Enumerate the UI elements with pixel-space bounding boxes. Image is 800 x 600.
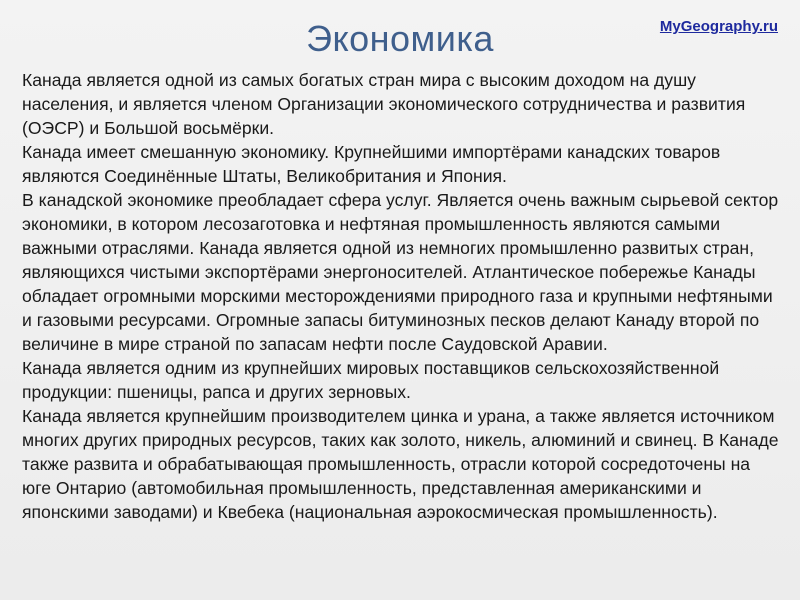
slide-body <box>22 68 782 524</box>
slide-title: Экономика <box>306 18 494 59</box>
paragraph-industry: Канада является крупнейшим производителем цинка и урана, а также является источником многих других природных ресурсов, таких как золото, никель, алюминий и свинец. В Канаде также развита и обрабатывающая промышленность, отрасли которой сосредоточены на юге Онтарио (автомобильная промышленность, представленная американскими и японскими заводами) и Квебека (национальная аэрокосмическая промышленность). <box>22 406 779 522</box>
paragraph-agriculture: Канада является одним из крупнейших мировых поставщиков сельскохозяйственной продукции: пшеницы, рапса и других зерновых. <box>22 358 720 402</box>
site-link[interactable]: MyGeography.ru <box>659 18 778 35</box>
paragraph-membership: Канада является одной из самых богатых стран мира с высоким доходом на душу населения, и является членом Организации экономического сотрудничества и развития (ОЭСР) и Большой восьмёрки. <box>22 70 746 138</box>
paragraph-services-resources: В канадской экономике преобладает сфера услуг. Является очень важным сырьевой сектор экономики, в котором лесозаготовка и нефтяная промышленность являются самыми важными отраслями. Канада является одной из немногих промышленно развитых стран, являющихся чистыми экспортёрами энергоносителей. Атлантическое побережье Канады обладает огромными морскими месторождениями природного газа и крупными нефтяными и газовыми ресурсами. Огромные запасы битуминозных песков делают Канаду второй по величине в мире страной по запасам нефти после Саудовской Аравии. <box>22 190 779 354</box>
paragraph-mixed-economy: Канада имеет смешанную экономику. Крупнейшими импортёрами канадских товаров являются Соединённые Штаты, Великобритания и Япония. <box>22 142 721 186</box>
